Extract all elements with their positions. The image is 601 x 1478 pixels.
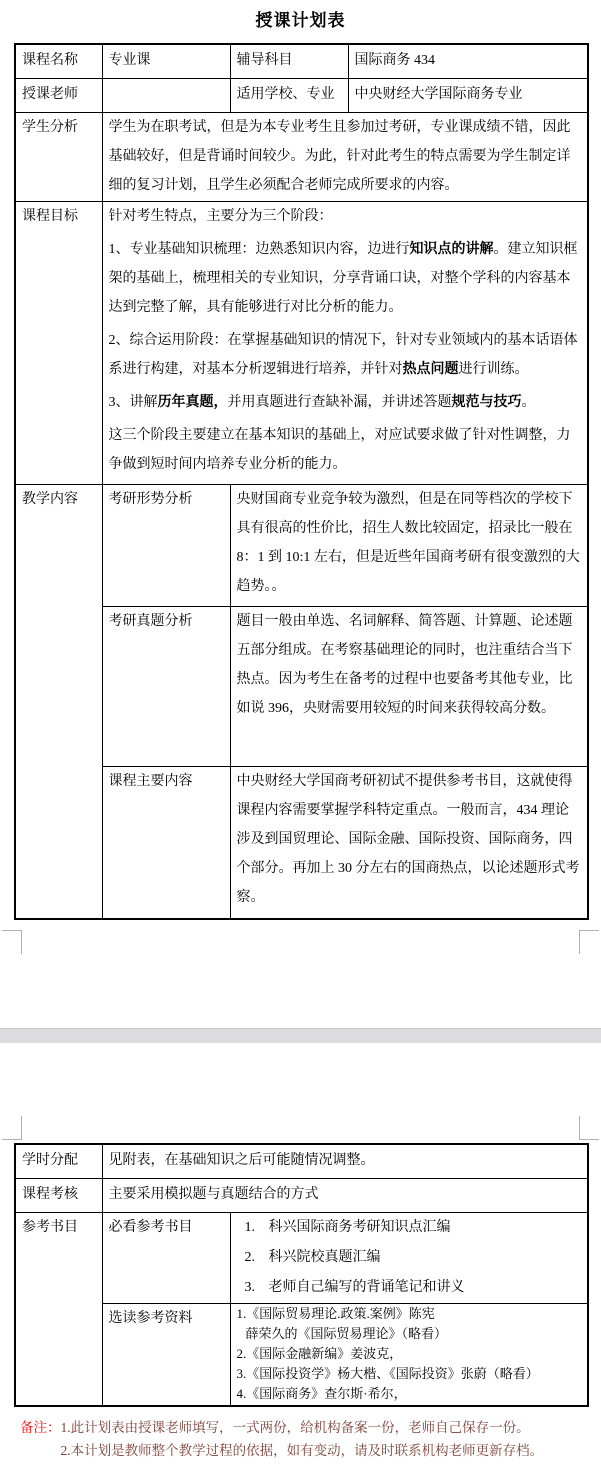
subject-value: 国际商务 434 — [348, 44, 588, 78]
table-row — [15, 1178, 588, 1212]
table-row — [15, 201, 588, 484]
course-goals-text — [102, 201, 588, 484]
exam-situation-label: 考研形势分析 — [102, 484, 230, 606]
student-analysis-text: 学生为在职考试，但是为本专业考生且参加过考研，专业课成绩不错，因此基础较好，但是背诵时间较少。为此，针对此考生的特点需要为学生制定详细的复习计划，且学生必须配合老师完成所要求的内容。 — [102, 112, 588, 201]
course-name-label: 课程名称 — [15, 44, 102, 78]
exam-situation-text: 央财国商专业竞争较为激烈，但是在同等档次的学校下具有很高的性价比，招生人数比较固定，招录比一般在 8：1 到 10:1 左右，但是近些年国商考研有很变激烈的大趋势。。 — [230, 484, 588, 606]
goals-paragraph-3: 2、综合运用阶段：在掌握基础知识的情况下，针对专业领域内的基本话语体系进行构建，对基本分析逻辑进行培养，并针对热点问题进行训练。 — [108, 332, 578, 377]
list-item: 薛荣久的《国际贸易理论》（略看） — [245, 1325, 448, 1341]
remarks-block — [20, 1416, 586, 1462]
hours-text: 见附表，在基础知识之后可能随情况调整。 — [102, 1144, 588, 1178]
school-label: 适用学校、专业 — [230, 78, 348, 112]
course-name-value: 专业课 — [102, 44, 230, 78]
list-item: 2.《国际金融新编》姜波克， — [236, 1345, 403, 1361]
main-content-label: 课程主要内容 — [102, 766, 230, 919]
references-label: 参考书目 — [15, 1212, 102, 1406]
assessment-label: 课程考核 — [15, 1178, 102, 1212]
list-item: 4.《国际商务》查尔斯·希尔， — [236, 1385, 407, 1401]
teacher-value — [102, 78, 230, 112]
table-row — [15, 1212, 588, 1303]
course-goals-label: 课程目标 — [15, 201, 102, 484]
page2-top-left-crop-mark — [2, 1116, 22, 1140]
list-item: 3.《国际投资学》杨大楷、《国际投资》张蔚（略看） — [236, 1365, 539, 1381]
page1-bottom-right-crop-mark — [579, 930, 599, 954]
list-item: 2. 科兴院校真题汇编 — [244, 1249, 381, 1265]
must-read-label: 必看参考书目 — [102, 1212, 230, 1303]
goals-paragraph-5: 这三个阶段主要建立在基本知识的基础上，对应试要求做了针对性调整，力争做到短时间内培养专业分析的能力。 — [108, 427, 571, 472]
remarks-line-2: 2.本计划是教师整个教学过程的依据，如有变动，请及时联系机构老师更新存档。 — [60, 1443, 544, 1458]
student-analysis-label: 学生分析 — [15, 112, 102, 201]
list-item: 1.《国际贸易理论.政策.案例》陈宪 — [236, 1305, 435, 1321]
table-row — [15, 44, 588, 78]
document-title: 授课计划表 — [255, 11, 346, 30]
past-papers-text: 题目一般由单选、名词解释、简答题、计算题、论述题五部分组成。在考察基础理论的同时，也注重结合当下热点。因为考生在备考的过程中也要备考其他专业，比如说 396，央财需要用较短的时间来获得较高分数。 — [230, 606, 588, 766]
table-row — [15, 112, 588, 201]
course-plan-table — [14, 43, 589, 920]
page1-bottom-left-crop-mark — [2, 930, 22, 954]
table-row — [15, 484, 588, 606]
school-value: 中央财经大学国际商务专业 — [348, 78, 588, 112]
teaching-content-label: 教学内容 — [15, 484, 102, 919]
goals-paragraph-2: 1、专业基础知识梳理：边熟悉知识内容，边进行知识点的讲解。建立知识框架的基础上，梳理相关的专业知识，分享背诵口诀，对整个学科的内容基本达到完整了解，具有能够进行对比分析的能力。 — [108, 241, 578, 315]
page2-top-right-crop-mark — [579, 1116, 599, 1140]
remarks-text — [61, 1416, 544, 1462]
table-row — [15, 1144, 588, 1178]
must-read-list — [230, 1212, 588, 1303]
hours-label: 学时分配 — [15, 1144, 102, 1178]
main-content-text: 中央财经大学国商考研初试不提供参考书目，这就使得课程内容需要掌握学科特定重点。一般而言，434 理论涉及到国贸理论、国际金融、国际投资、国际商务，四个部分。再加上 30 分左右的国商热点，以论述题形式考察。 — [230, 766, 588, 919]
remarks-label: 备注： — [20, 1420, 61, 1435]
assessment-text: 主要采用模拟题与真题结合的方式 — [102, 1178, 588, 1212]
page-gap-band — [0, 1028, 601, 1043]
list-item: 1. 科兴国际商务考研知识点汇编 — [244, 1219, 451, 1235]
goals-paragraph-4: 3、讲解历年真题，并用真题进行查缺补漏，并讲述答题规范与技巧。 — [108, 394, 536, 410]
table-row — [15, 78, 588, 112]
list-item: 3. 老师自己编写的背诵笔记和讲义 — [244, 1279, 465, 1295]
plan-details-table — [14, 1143, 589, 1407]
remarks-line-1: 1.此计划表由授课老师填写，一式两份，给机构备案一份，老师自己保存一份。 — [60, 1420, 530, 1435]
teacher-label: 授课老师 — [15, 78, 102, 112]
optional-read-list — [230, 1303, 588, 1406]
subject-label: 辅导科目 — [230, 44, 348, 78]
optional-read-label: 选读参考资料 — [102, 1303, 230, 1406]
past-papers-label: 考研真题分析 — [102, 606, 230, 766]
goals-paragraph-1: 针对考生特点，主要分为三个阶段： — [108, 208, 333, 224]
